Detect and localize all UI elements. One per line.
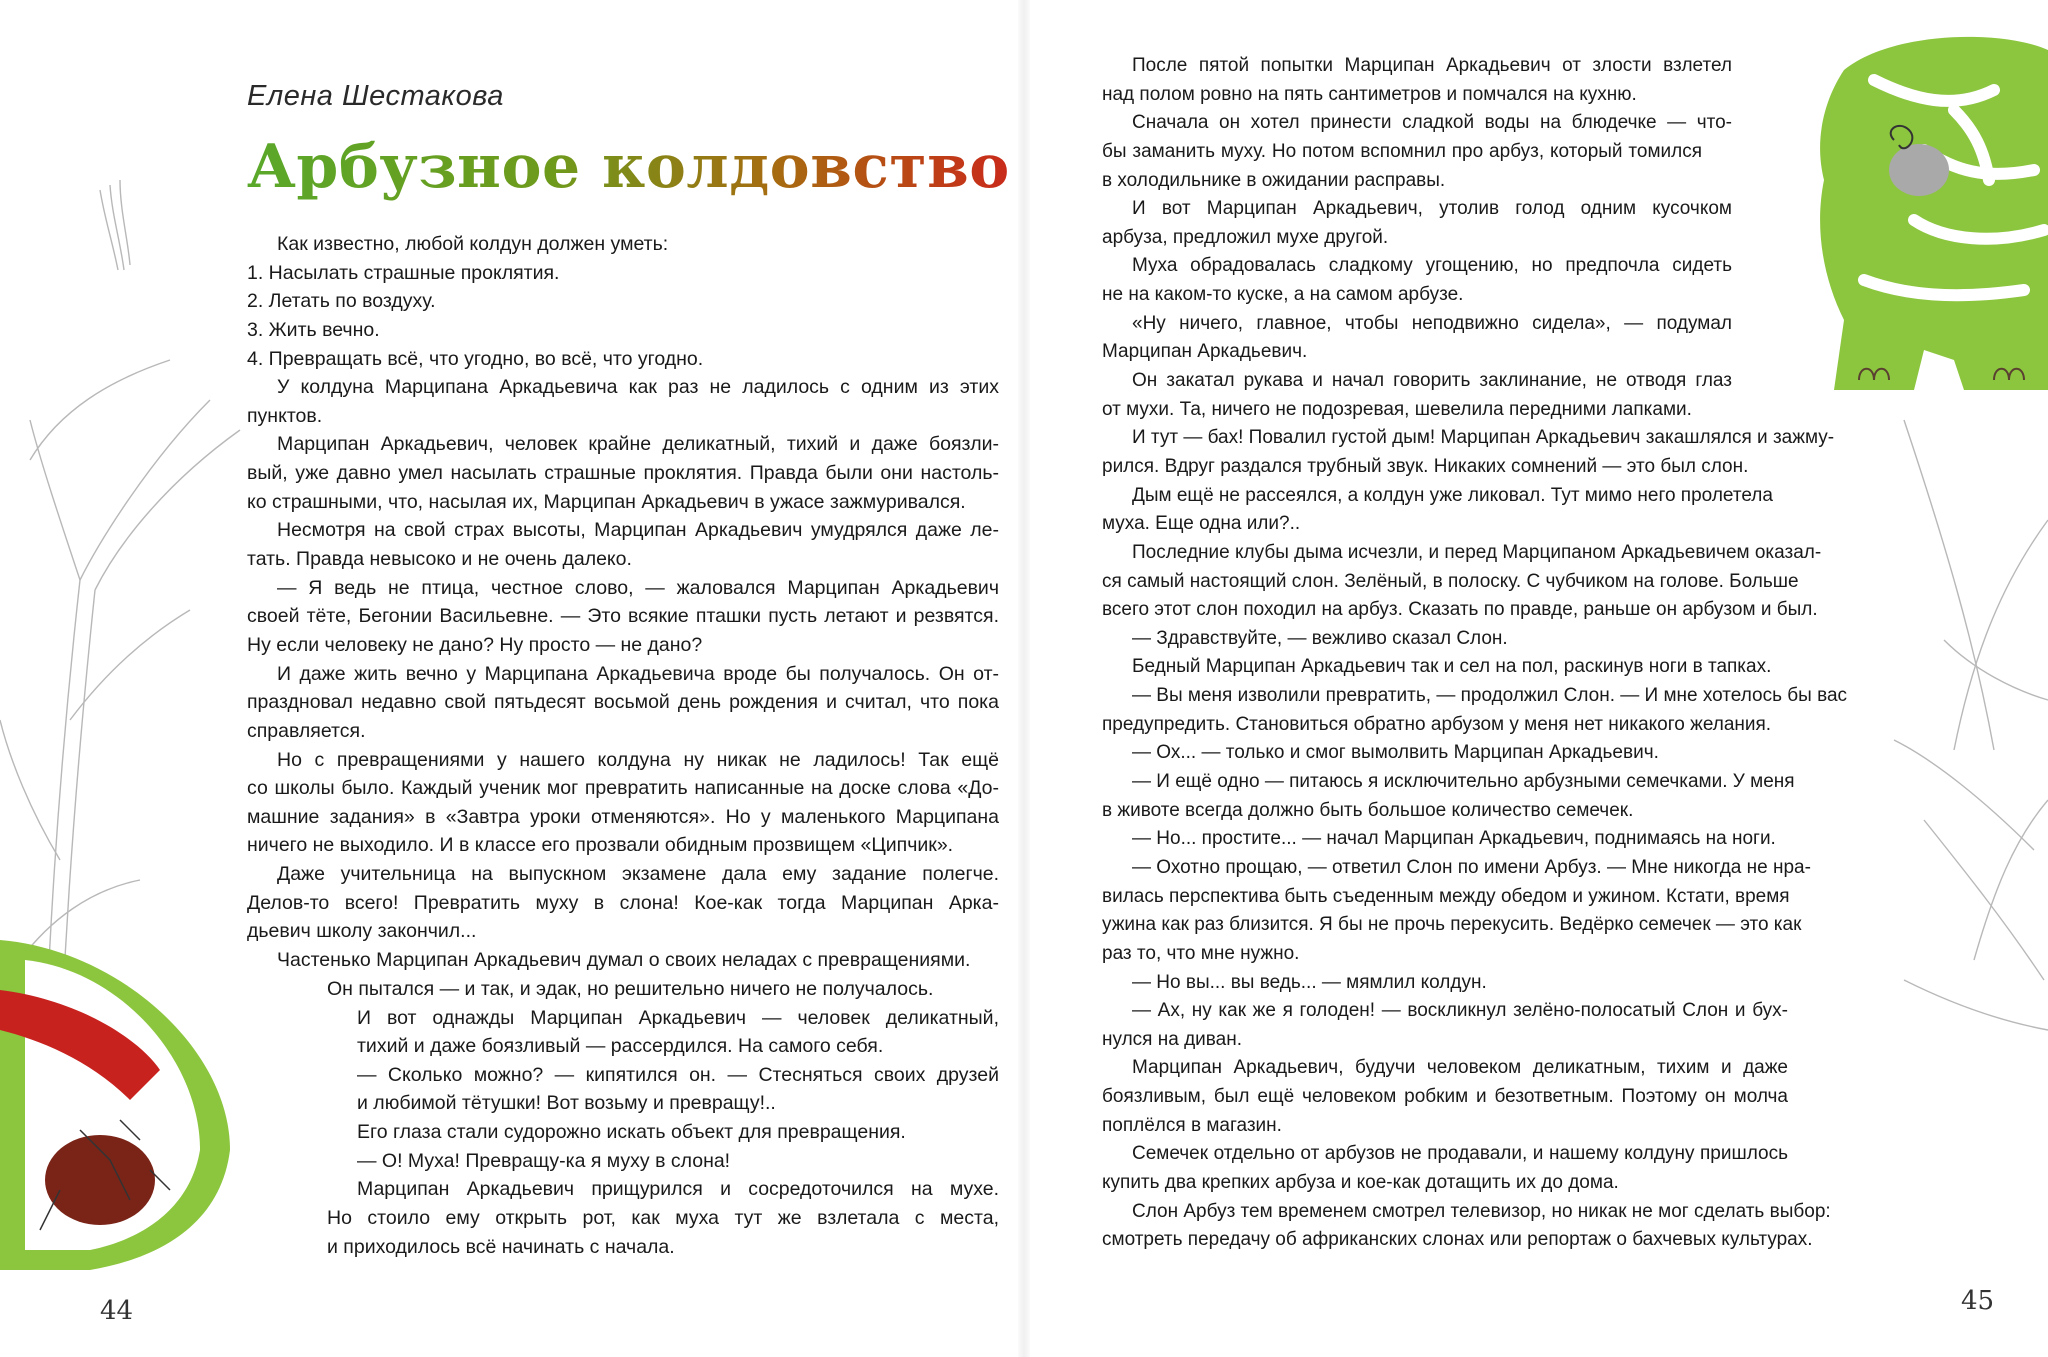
text-line: пунктов. [247, 404, 323, 427]
text-line: — И ещё одно — питаюсь я исключительно арбузными семечками. У меня [1132, 771, 1795, 793]
text-line: Семечек отдельно от арбузов не продавали, и нашему колдуну пришлось [1132, 1143, 1788, 1165]
text-line: Даже учительница на выпускном экзамене дала ему задание полегче. [277, 863, 999, 886]
text-line: справляется. [247, 719, 366, 742]
right-text-column [1102, 52, 1848, 1255]
text-line: и любимой тётушки! Вот возьму и превращу!.. [357, 1092, 776, 1115]
text-line: Последние клубы дыма исчезли, и перед Марципаном Аркадьевичем оказал- [1132, 541, 1822, 563]
text-line: ся самый настоящий слон. Зелёный, в полоску. С чубчиком на голове. Больше [1102, 570, 1799, 592]
text-line: ко страшными, что, насылая их, Марципан Аркадьевич в ужасе зажмуривался. [247, 490, 966, 513]
text-line: вый, уже давно умел насылать страшные проклятия. Правда были они настоль- [247, 462, 999, 485]
text-line: — Охотно прощаю, — ответил Слон по имени Арбуз. — Мне никогда не нра- [1132, 856, 1811, 878]
text-line: ужина как раз близится. Я бы не прочь перекусить. Ведёрко семечек — это как [1102, 914, 1802, 936]
text-line: 3. Жить вечно. [247, 318, 380, 341]
text-line: Муха обрадовалась сладкому угощению, но предпочла сидеть [1132, 255, 1732, 277]
page-number-left: 44 [100, 1296, 134, 1326]
text-line: И вот Марципан Аркадьевич, утолив голод одним кусочком [1132, 198, 1732, 220]
text-line: предупредить. Становиться обратно арбузом у меня нет никакого желания. [1102, 713, 1772, 735]
text-line: Марципан Аркадьевич. [1102, 341, 1308, 363]
text-line: боязливым, был ещё человеком робким и безответным. Поэтому он молча [1102, 1086, 1788, 1108]
text-line: Но стоило ему открыть рот, как муха тут же взлетала с места, [327, 1207, 999, 1230]
text-line: — Сколько можно? — кипятился он. — Стесняться своих друзей [357, 1063, 999, 1086]
text-line: муха. Еще одна или?.. [1102, 513, 1301, 535]
text-line: Сначала он хотел принести сладкой воды на блюдечке — что- [1132, 112, 1732, 134]
text-line: Бедный Марципан Аркадьевич так и сел на пол, раскинув ноги в тапках. [1132, 656, 1772, 678]
left-text-column-narrow [327, 975, 999, 1261]
text-line: всего этот слон походил на арбуз. Сказать по правде, раньше он арбузом и был. [1102, 599, 1818, 621]
text-line: Он пытался — и так, и эдак, но решительно ничего не получалось. [327, 977, 934, 1000]
text-line: Но с превращениями у нашего колдуна ну никак не ладилось! Так ещё [277, 748, 999, 771]
text-line: вилась перспектива быть съеденным между обедом и ужином. Кстати, время [1102, 885, 1790, 907]
text-line: Делов-то всего! Превратить муху в слона! Кое-как тогда Марципан Арка- [247, 891, 999, 914]
text-line: купить два крепких арбуза и кое-как дотащить их до дома. [1102, 1171, 1619, 1193]
text-line: смотреть передачу об африканских слонах или репортаж о бахчевых культурах. [1102, 1229, 1813, 1251]
pencil-grass-illustration-right [1884, 420, 2048, 1140]
text-line: 2. Летать по воздуху. [247, 290, 436, 313]
text-line: арбуза, предложил мухе другой. [1102, 226, 1389, 248]
text-line: Марципан Аркадьевич прищурился и сосредоточился на мухе. [357, 1178, 999, 1201]
text-line: Марципан Аркадьевич, будучи человеком деликатным, тихим и даже [1132, 1057, 1788, 1079]
text-line: своей тёте, Бегонии Васильевне. — Это всякие пташки пусть летают и резвятся. [247, 605, 999, 628]
text-line: дьевич школу закончил... [247, 920, 477, 943]
author-name: Елена Шестакова [247, 80, 504, 112]
text-line: машние задания» в «Завтра уроки отменяются». Но у маленького Марципана [247, 805, 999, 828]
text-line: рился. Вдруг раздался трубный звук. Никаких сомнений — это был слон. [1102, 455, 1749, 477]
text-line: тихий и даже боязливый — рассердился. На самого себя. [357, 1035, 884, 1058]
text-line: и приходилось всё начинать с начала. [327, 1235, 675, 1258]
text-line: Частенько Марципан Аркадьевич думал о своих неладах с превращениями. [277, 949, 971, 972]
striped-elephant-illustration [1804, 30, 2048, 390]
text-line: ничего не выходило. И в классе его прозвали обидным прозвищем «Ципчик». [247, 834, 954, 857]
left-text-column [247, 230, 999, 975]
text-line: — Ох... — только и смог вымолвить Марципан Аркадьевич. [1132, 742, 1659, 764]
text-line: нулся на диван. [1102, 1028, 1242, 1050]
text-line: Несмотря на свой страх высоты, Марципан Аркадьевич умудрялся даже ле- [277, 519, 999, 542]
text-line: «Ну ничего, главное, чтобы неподвижно сидела», — подумал [1132, 312, 1732, 334]
text-line: 1. Насылать страшные проклятия. [247, 261, 560, 284]
text-line: в животе всегда должно быть большое количество семечек. [1102, 799, 1634, 821]
story-title: Арбузное колдовство [247, 127, 1010, 207]
text-line: Он закатал рукава и начал говорить заклинание, не отводя глаз [1132, 370, 1732, 392]
text-line: от мухи. Та, ничего не подозревая, шевелила передними лапками. [1102, 398, 1692, 420]
text-line: И вот однажды Марципан Аркадьевич — человек деликатный, [357, 1006, 999, 1029]
text-line: — Вы меня изволили превратить, — продолжил Слон. — И мне хотелось бы вас [1132, 685, 1848, 707]
text-line: — Но вы... вы ведь... — мямлил колдун. [1132, 971, 1487, 993]
text-line: — Я ведь не птица, честное слово, — жаловался Марципан Аркадьевич [277, 576, 999, 599]
text-line: У колдуна Марципана Аркадьевича как раз не ладилось с одним из этих [277, 376, 999, 399]
text-line: над полом ровно на пять сантиметров и помчался на кухню. [1102, 83, 1637, 105]
text-line: тать. Правда невысоко и не очень далеко. [247, 548, 632, 571]
text-line: 4. Превращать всё, что угодно, во всё, что угодно. [247, 347, 704, 370]
text-line: После пятой попытки Марципан Аркадьевич от злости взлетел [1132, 55, 1732, 76]
text-line: раз то, что мне нужно. [1102, 942, 1300, 964]
text-line: Марципан Аркадьевич, человек крайне деликатный, тихий и даже боязли- [277, 433, 999, 456]
text-line: — Здравствуйте, — вежливо сказал Слон. [1132, 627, 1508, 649]
text-line: поплёлся в магазин. [1102, 1114, 1282, 1136]
text-line: — Но... простите... — начал Марципан Аркадьевич, поднимаясь на ноги. [1132, 828, 1776, 850]
text-line: не на каком-то куске, а на самом арбузе. [1102, 284, 1464, 306]
text-line: Слон Арбуз тем временем смотрел телевизор, но никак не мог сделать выбор: [1132, 1200, 1831, 1222]
text-line: — Ах, ну как же я голоден! — воскликнул зелёно-полосатый Слон и бух- [1132, 1000, 1788, 1022]
text-line: в холодильнике в ожидании расправы. [1102, 169, 1446, 191]
text-line: Его глаза стали судорожно искать объект для превращения. [357, 1121, 906, 1144]
text-line: — О! Муха! Превращу-ка я муху в слона! [357, 1149, 731, 1172]
text-line: со школы было. Каждый ученик мог превратить написанные на доске слова «До- [247, 777, 999, 800]
right-page [1024, 0, 2048, 1357]
text-line: праздновал недавно свой пятьдесят восьмой день рождения и считал, что пока [247, 691, 999, 714]
text-line: Ну если человеку не дано? Ну просто — не дано? [247, 633, 703, 656]
leaf-ladybug-illustration [0, 930, 240, 1270]
text-line: И даже жить вечно у Марципана Аркадьевича вроде бы получалось. Он от- [277, 662, 999, 685]
text-line: бы заманить муху. Но потом вспомнил про арбуз, который томился [1102, 140, 1702, 162]
page-number-right: 45 [1961, 1286, 1995, 1316]
text-line: Дым ещё не рассеялся, а колдун уже ликовал. Тут мимо него пролетела [1132, 484, 1773, 506]
text-line: И тут — бах! Повалил густой дым! Марципан Аркадьевич закашлялся и зажму- [1132, 427, 1835, 449]
text-line: Как известно, любой колдун должен уметь: [277, 233, 669, 255]
